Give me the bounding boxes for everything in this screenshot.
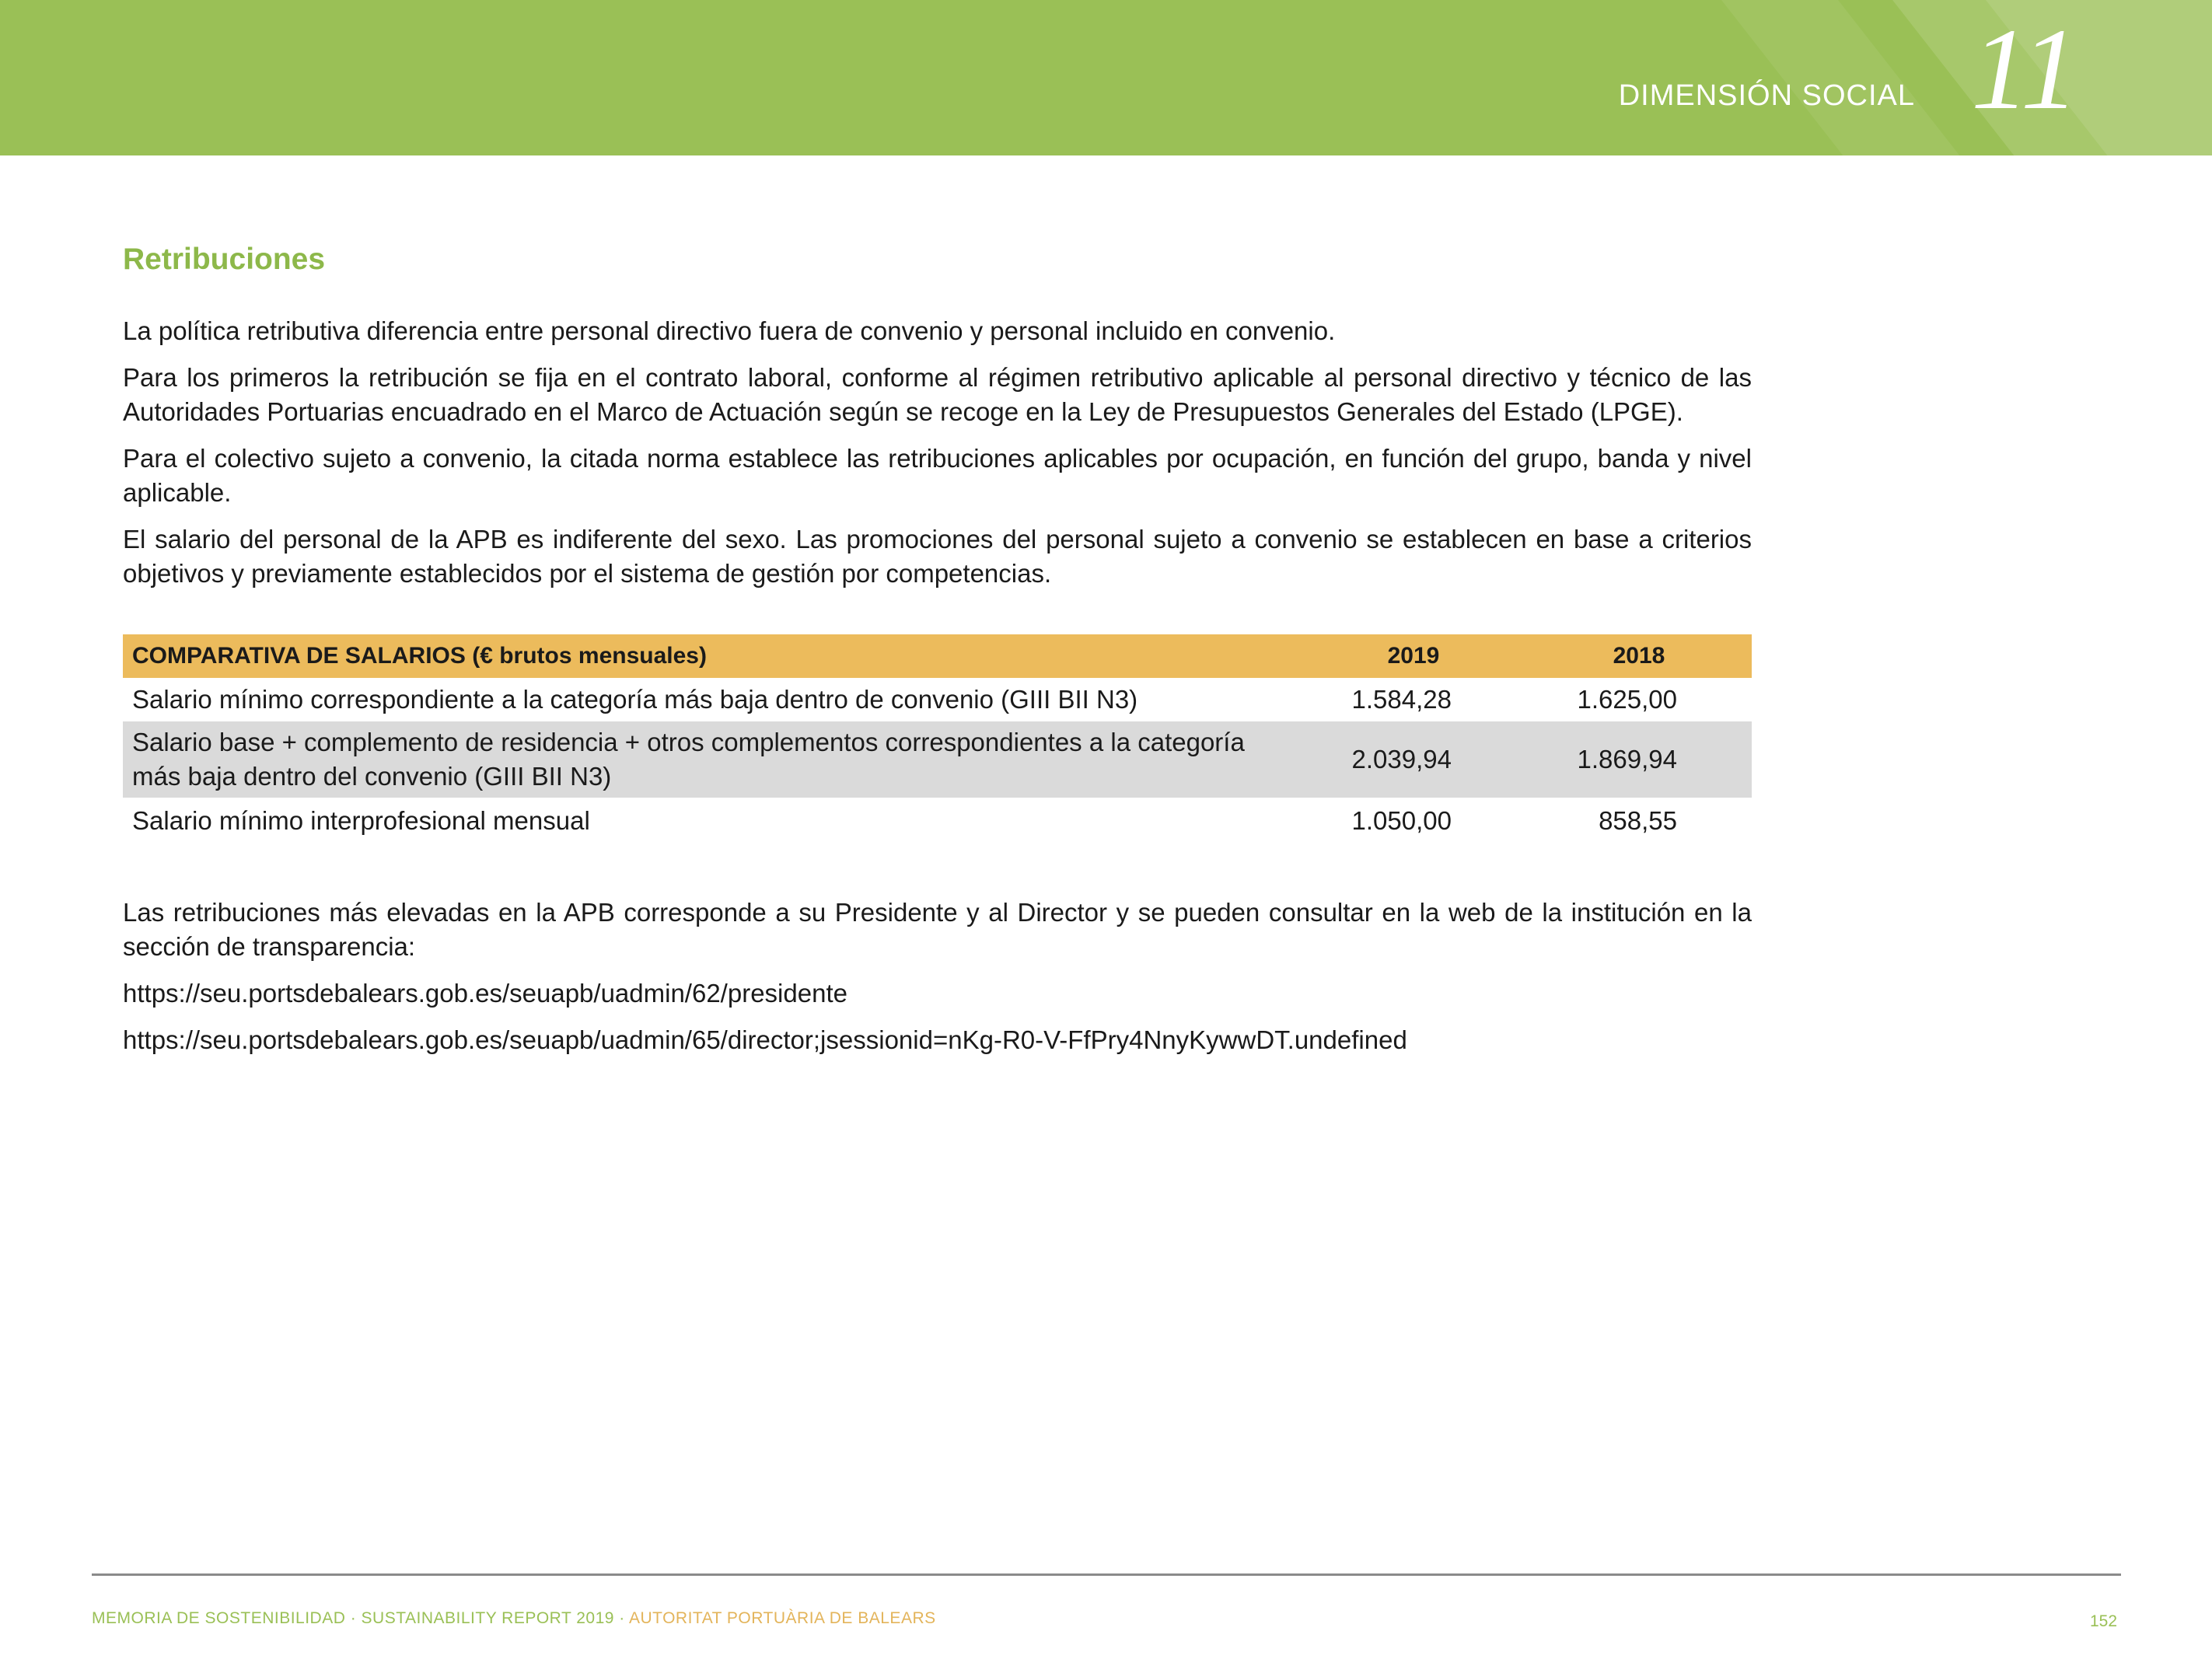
table-header-row bbox=[123, 634, 1752, 678]
value-2018: 858,55 bbox=[1599, 806, 1677, 835]
director-link[interactable]: https://seu.portsdebalears.gob.es/seuapb/uadmin/65/director;jsessionid=nKg-R0-V-FfPry4NnyKywwDT.undefined bbox=[123, 1025, 1407, 1054]
section-heading: Retribuciones bbox=[123, 243, 326, 276]
row-label: Salario mínimo interprofesional mensual bbox=[132, 806, 590, 835]
footer-divider bbox=[92, 1573, 2121, 1576]
transparency-section bbox=[123, 896, 1752, 1057]
salary-comparison-table bbox=[123, 634, 1752, 844]
table-row bbox=[123, 798, 1752, 844]
chapter-number: 11 bbox=[1971, 5, 2079, 134]
table-row bbox=[123, 678, 1752, 721]
section-label: DIMENSIÓN SOCIAL bbox=[1618, 79, 1915, 112]
main-content bbox=[123, 243, 1752, 1070]
footer-report-title: MEMORIA DE SOSTENIBILIDAD · SUSTAINABILITY REPORT 2019 · bbox=[92, 1609, 629, 1627]
paragraph: La política retributiva diferencia entre personal directivo fuera de convenio y personal incluido en convenio. bbox=[123, 316, 1336, 345]
footer-text bbox=[92, 1609, 936, 1628]
paragraph: El salario del personal de la APB es indiferente del sexo. Las promociones del personal sujeto a convenio se establecen en base a criterios objetivos y previamente establecidos por el sistema de gestión por competencias. bbox=[123, 525, 1752, 588]
page-header bbox=[0, 0, 2212, 155]
value-2019: 2.039,94 bbox=[1301, 721, 1526, 798]
value-2018: 1.625,00 bbox=[1577, 685, 1677, 714]
row-label: Salario mínimo correspondiente a la categoría más baja dentro de convenio (GIII BII N3) bbox=[132, 685, 1138, 714]
page-number: 152 bbox=[2090, 1612, 2118, 1630]
paragraph: Para el colectivo sujeto a convenio, la citada norma establece las retribuciones aplicables por ocupación, en función del grupo, banda y nivel aplicable. bbox=[123, 444, 1752, 507]
footer-organization: AUTORITAT PORTUÀRIA DE BALEARS bbox=[628, 1609, 936, 1627]
paragraph: Para los primeros la retribución se fija en el contrato laboral, conforme al régimen retributivo aplicable al personal directivo y técnico de las Autoridades Portuarias encuadrado en el Marco de Actuación según se recoge en la Ley de Presupuestos Generales del Estado (LPGE). bbox=[123, 363, 1752, 426]
table-header-year: 2018 bbox=[1526, 634, 1752, 678]
row-label: Salario base + complemento de residencia + otros complementos correspondientes a la categoría más baja dentro del convenio (GIII BII N3) bbox=[123, 721, 1301, 798]
president-link[interactable]: https://seu.portsdebalears.gob.es/seuapb/uadmin/62/presidente bbox=[123, 979, 847, 1008]
table-header-year: 2019 bbox=[1301, 634, 1526, 678]
value-2018: 1.869,94 bbox=[1526, 721, 1752, 798]
paragraph: Las retribuciones más elevadas en la APB corresponde a su Presidente y al Director y se pueden consultar en la web de la institución en la sección de transparencia: bbox=[123, 898, 1752, 961]
table-row bbox=[123, 721, 1752, 798]
value-2019: 1.584,28 bbox=[1351, 685, 1452, 714]
table-header-label: COMPARATIVA DE SALARIOS (€ brutos mensuales) bbox=[123, 634, 1301, 678]
value-2019: 1.050,00 bbox=[1351, 806, 1452, 835]
